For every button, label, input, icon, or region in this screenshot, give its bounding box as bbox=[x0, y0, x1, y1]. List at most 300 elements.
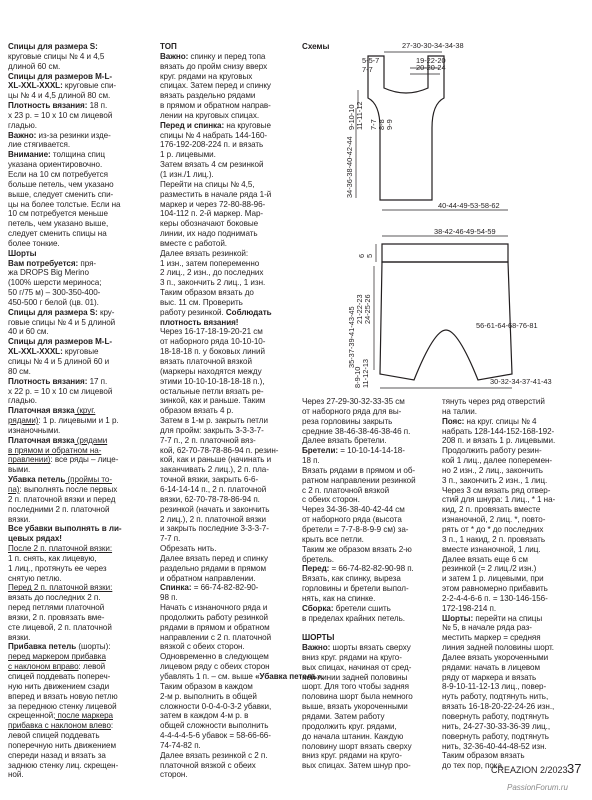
text-run: рять от * до * до последних bbox=[442, 524, 544, 534]
text-run: и затем 1 р. лицевыми, при bbox=[442, 574, 544, 584]
text-line bbox=[160, 662, 324, 672]
text-run: Через 3 см вязать ряд отвер- bbox=[442, 485, 551, 495]
text-run: (1 изн./1 лиц.). bbox=[160, 169, 214, 179]
text-run: вых спицах, начиная от сред- bbox=[302, 662, 412, 672]
text-line bbox=[302, 436, 416, 446]
text-run-tail: = 10-10-14-14-18- bbox=[338, 446, 405, 456]
text-run: 1 р. лицевыми. bbox=[160, 150, 216, 160]
text-line bbox=[8, 515, 122, 525]
text-line bbox=[8, 101, 122, 111]
text-line bbox=[8, 662, 122, 672]
text-line bbox=[442, 663, 555, 673]
text-run: ную нить движением сзади bbox=[8, 681, 110, 691]
text-run: остальные петли вязать ре- bbox=[160, 386, 264, 396]
text-run: па) bbox=[8, 484, 20, 494]
text-line bbox=[160, 672, 324, 682]
text-run: 18 п. bbox=[302, 456, 320, 466]
rise-a: 35-37-39-41-43-45 bbox=[347, 306, 356, 368]
text-line bbox=[8, 52, 122, 62]
text-line bbox=[160, 229, 324, 239]
strap-b: 7-7 bbox=[362, 65, 373, 74]
text-run: 80 см. bbox=[8, 366, 31, 376]
text-line bbox=[8, 259, 122, 269]
text-run: кой 1 лиц., далее поперемен- bbox=[442, 456, 553, 466]
text-run: длиной 60 см. bbox=[8, 61, 61, 71]
text-line bbox=[160, 446, 324, 456]
text-run: Важно: bbox=[8, 130, 37, 140]
text-run-tail: круговые bbox=[62, 347, 99, 357]
text-run: Перейти на спицы № 4,5, bbox=[160, 179, 255, 189]
text-line bbox=[8, 475, 122, 485]
text-run: этими 10-10-10-18-18-18 п.), bbox=[160, 376, 265, 386]
page-number: 37 bbox=[567, 761, 582, 776]
text-line bbox=[8, 593, 122, 603]
text-run: круг. рядами на круговых bbox=[160, 71, 253, 81]
text-run: половину шорт вязать сверху bbox=[302, 741, 412, 751]
text-run: больше петель, чем указано bbox=[8, 179, 114, 189]
text-line bbox=[8, 357, 122, 367]
text-run: но 2 изн., 2 лиц., закончить bbox=[442, 465, 543, 475]
text-line bbox=[302, 407, 416, 417]
text-run: Сборка: bbox=[302, 603, 334, 613]
text-line bbox=[160, 396, 324, 406]
text-run-tail: на круг. спицы № 4 bbox=[464, 416, 537, 426]
text-line bbox=[160, 623, 324, 633]
text-line bbox=[160, 682, 324, 692]
text-run: круговые спицы № 4 и 4,5 bbox=[8, 51, 105, 61]
text-run: цы № 4 и 4,5 длиной 80 см. bbox=[8, 91, 111, 101]
text-line bbox=[160, 190, 324, 200]
text-run: Далее вязать резинкой с 2 п. bbox=[160, 750, 268, 760]
text-line bbox=[8, 42, 122, 52]
text-run: вязать раздельно рядами bbox=[160, 91, 256, 101]
text-run: 1 изн., затем попеременно bbox=[160, 258, 260, 268]
text-run: вязать платочной вязкой bbox=[160, 357, 252, 366]
text-run: лие стягивается. bbox=[8, 140, 71, 150]
text-run: 40 и 60 см. bbox=[8, 327, 49, 337]
text-line bbox=[160, 81, 324, 91]
text-line bbox=[442, 495, 555, 505]
text-line bbox=[160, 150, 324, 160]
text-run: Продолжить работу резин- bbox=[442, 446, 542, 456]
text-run: сложности 0-0-4-0-3-2 убавки, bbox=[160, 701, 272, 711]
text-run: вязки. bbox=[8, 632, 31, 642]
text-run: Спицы для размеров M-L- bbox=[8, 71, 112, 81]
text-line bbox=[8, 268, 122, 278]
text-line bbox=[8, 278, 122, 288]
text-run: общей сложности выполнить bbox=[160, 721, 269, 731]
text-run: Шорты: bbox=[442, 613, 474, 623]
text-line bbox=[8, 180, 122, 190]
text-run: резинкой (начать и закончить bbox=[160, 504, 270, 514]
text-line bbox=[8, 692, 122, 702]
text-run: 18-18-18 п. у боковых линий bbox=[160, 347, 265, 357]
text-run-tail: кру- bbox=[97, 307, 115, 317]
text-run: вых спицах. Затем шнур про- bbox=[302, 761, 411, 771]
text-run: для пройм: закрыть 3-3-3-7- bbox=[160, 425, 264, 435]
text-run: нять, как на спинке. bbox=[302, 593, 376, 603]
watermark: PassionForum.ru bbox=[507, 783, 568, 792]
text-line bbox=[302, 584, 416, 594]
shorts-schematic bbox=[380, 244, 512, 380]
text-line bbox=[442, 574, 555, 584]
text-run: местить маркер = средняя bbox=[442, 633, 541, 643]
text-run: снятую петлю. bbox=[8, 573, 62, 583]
text-run: скрещенной; bbox=[8, 711, 56, 721]
text-line bbox=[160, 583, 324, 593]
text-line bbox=[302, 633, 416, 643]
text-line bbox=[302, 604, 416, 614]
text-line bbox=[302, 712, 416, 722]
side-c: 7-7 bbox=[369, 119, 378, 130]
text-run: Таким образом в каждом bbox=[160, 681, 253, 691]
text-line bbox=[442, 397, 555, 407]
text-line bbox=[160, 751, 324, 761]
text-run: этом равномерно прибавить bbox=[442, 584, 548, 594]
text-run-tail: перейти на спицы bbox=[473, 613, 543, 623]
text-line bbox=[160, 633, 324, 643]
text-line bbox=[8, 347, 122, 357]
text-line bbox=[160, 52, 324, 62]
text-run: изнаночными. bbox=[8, 425, 61, 435]
text-run-tail: (шорты): bbox=[76, 642, 111, 652]
text-line bbox=[160, 544, 324, 554]
text-line bbox=[8, 229, 122, 239]
text-line bbox=[160, 485, 324, 495]
text-run: ШОРТЫ bbox=[302, 633, 335, 643]
text-run: Затем в 1-м р. закрыть петли bbox=[160, 416, 268, 426]
text-run: указана ориентировочно. bbox=[8, 160, 103, 170]
text-line bbox=[442, 446, 555, 456]
text-line bbox=[8, 140, 122, 150]
text-run: рядами: начать в лицевом bbox=[442, 662, 541, 672]
text-run: спицы № 4 набрать 144-160- bbox=[160, 130, 268, 140]
text-line bbox=[442, 623, 555, 633]
text-run-tail: на круговые bbox=[224, 120, 271, 130]
text-run: 8-9-10-11-12-13 лиц., повер- bbox=[442, 682, 547, 692]
text-line bbox=[160, 268, 324, 278]
inseam-b: 11-12-13 bbox=[361, 358, 370, 388]
text-run: 2 п. платочной вязки и перед bbox=[8, 494, 116, 504]
text-run: нуть работу, подтянуть нить, bbox=[442, 692, 549, 702]
text-line bbox=[160, 209, 324, 219]
text-line bbox=[160, 131, 324, 141]
text-run: спереди назад и вязать за bbox=[8, 750, 106, 760]
text-run: более тонкие. bbox=[8, 238, 60, 248]
text-run: маркер и через 72-80-88-96- bbox=[160, 199, 266, 209]
text-run: бретель. bbox=[302, 554, 335, 564]
text-run: х 23 р. = 10 х 10 см лицевой bbox=[8, 110, 113, 120]
text-run: Вам потребуется: bbox=[8, 258, 79, 268]
text-run-tail: из-за резинки изде- bbox=[36, 130, 111, 140]
text-run: гладью. bbox=[8, 120, 37, 130]
text-run: в прямом и обратном направ- bbox=[160, 101, 271, 111]
text-line bbox=[160, 534, 324, 544]
text-line bbox=[302, 594, 416, 604]
text-line bbox=[160, 613, 324, 623]
text-line bbox=[8, 751, 122, 761]
text-run: с наклоном вправо bbox=[8, 662, 79, 672]
text-run: 7-7 п., 2 п. платочной вяз- bbox=[160, 435, 256, 445]
text-line bbox=[160, 62, 324, 72]
text-line bbox=[8, 337, 122, 347]
text-run: 74-74-82 п. bbox=[160, 740, 201, 750]
text-line bbox=[442, 535, 555, 545]
text-run: за переднюю стенку лицевой bbox=[8, 701, 117, 711]
text-run: лении на круговых спицах. bbox=[160, 110, 260, 120]
text-run-tail: толщина спиц bbox=[50, 150, 105, 160]
schemes-diagram bbox=[300, 38, 590, 394]
text-run: 104-112 п. 2-й маркер. Мар- bbox=[160, 209, 264, 219]
text-line bbox=[442, 515, 555, 525]
text-run: XL-XXL-XXXL: bbox=[8, 347, 63, 357]
text-line bbox=[160, 406, 324, 416]
text-line bbox=[8, 160, 122, 170]
text-run: спицей поддевать попереч- bbox=[8, 672, 111, 681]
text-line bbox=[302, 702, 416, 712]
text-run: продолжить круг. рядами, bbox=[302, 721, 397, 731]
issue-label: CREAZION 2/2023 bbox=[491, 765, 568, 775]
text-run: вязать до последних 2 п. bbox=[8, 593, 101, 603]
text-line bbox=[8, 81, 122, 91]
text-line bbox=[160, 426, 324, 436]
text-run: Одновременно в следующем bbox=[160, 652, 269, 662]
text-line bbox=[442, 407, 555, 417]
text-run-tail: : 1 р. лицевыми и 1 р. bbox=[38, 416, 119, 426]
side-d: 8-8 bbox=[377, 119, 386, 130]
text-line bbox=[8, 583, 122, 593]
text-run-tail: : выполнять после первых bbox=[19, 484, 118, 494]
shorts-dimension-lines bbox=[374, 236, 512, 388]
waistband-height-b: 5 bbox=[365, 253, 374, 258]
text-line bbox=[442, 427, 555, 437]
text-run: выми. bbox=[8, 465, 31, 475]
text-line bbox=[442, 505, 555, 515]
text-run: 1 лиц., протянуть ее через bbox=[8, 563, 107, 573]
text-line bbox=[160, 298, 324, 308]
text-run: от наборного ряда (высота bbox=[302, 515, 402, 525]
text-run: петель, чем указано выше, bbox=[8, 219, 109, 229]
text-line bbox=[442, 545, 555, 555]
text-line bbox=[302, 564, 416, 574]
text-line bbox=[160, 387, 324, 397]
text-run-tail: «Убавка петель». bbox=[252, 672, 324, 681]
text-line bbox=[160, 554, 324, 564]
text-line bbox=[302, 673, 416, 683]
shorts-waistband bbox=[382, 244, 508, 262]
text-line bbox=[160, 731, 324, 741]
text-line bbox=[302, 446, 416, 456]
text-line bbox=[8, 652, 122, 662]
text-line bbox=[442, 555, 555, 565]
schemes-title: Схемы bbox=[302, 42, 330, 51]
text-line bbox=[160, 180, 324, 190]
text-run-tail: круговые спи- bbox=[62, 81, 117, 91]
text-run: образом вязать 4 р. bbox=[160, 406, 234, 416]
text-line bbox=[160, 101, 324, 111]
text-run: Через 34-36-38-40-42-44 см bbox=[302, 505, 405, 515]
text-run: кой, как и раньше (начинать и bbox=[160, 455, 272, 465]
text-run: керы обозначают боковые bbox=[160, 219, 259, 229]
hem-width: 30-32-34-37-41-43 bbox=[490, 377, 552, 386]
text-line bbox=[302, 682, 416, 692]
text-line bbox=[160, 239, 324, 249]
text-line bbox=[8, 770, 122, 780]
text-run: 4-4-4-4-5-6 убавок = 58-66-66- bbox=[160, 731, 271, 741]
text-line bbox=[160, 111, 324, 121]
text-line bbox=[8, 111, 122, 121]
text-line bbox=[302, 397, 416, 407]
text-run-tail: = 66-74-82-82-90-98 п. bbox=[329, 564, 414, 574]
text-line bbox=[8, 318, 122, 328]
text-line bbox=[302, 495, 416, 505]
text-line bbox=[160, 741, 324, 751]
text-line bbox=[8, 485, 122, 495]
text-line bbox=[160, 652, 324, 662]
text-run: выше, следует сменить спи- bbox=[8, 189, 114, 199]
text-run: платочной вязкой с обеих bbox=[160, 760, 256, 770]
text-line bbox=[442, 653, 555, 663]
text-run: повернуть работу, подтянуть bbox=[442, 731, 549, 741]
text-run-tail: после маркера bbox=[55, 711, 113, 721]
text-line bbox=[302, 515, 416, 525]
text-run: сторон. bbox=[160, 770, 188, 780]
text-line bbox=[302, 643, 416, 653]
text-line bbox=[8, 505, 122, 515]
text-run: Перед 2 п. платочной вязки: bbox=[8, 583, 113, 593]
text-run: вниз круг. рядами на круго- bbox=[302, 751, 402, 761]
text-line bbox=[160, 72, 324, 82]
text-run: Перед и спинка: bbox=[160, 120, 225, 130]
text-run: заканчивать 2 лиц.), 2 п. пла- bbox=[160, 465, 269, 475]
text-run: рядами. Затем работу bbox=[302, 712, 385, 721]
text-line bbox=[160, 465, 324, 475]
leg-width: 56-61-64-68-76-81 bbox=[476, 321, 538, 330]
text-run: Спицы для размера S: bbox=[8, 307, 98, 317]
text-run: Вязать, как спинку, выреза bbox=[302, 574, 401, 584]
text-line bbox=[160, 761, 324, 771]
text-line bbox=[442, 633, 555, 643]
top-height: 34-36-38-40-42-44 bbox=[345, 136, 354, 198]
text-line bbox=[302, 761, 416, 771]
text-run: ТОП bbox=[160, 42, 177, 51]
top-width-c: 20-20-24 bbox=[416, 63, 446, 72]
text-line bbox=[302, 692, 416, 702]
text-line bbox=[160, 170, 324, 180]
text-line bbox=[160, 318, 324, 328]
text-run: повернуть работу, подтянуть bbox=[442, 712, 549, 721]
text-line bbox=[160, 219, 324, 229]
text-line bbox=[8, 613, 122, 623]
text-run-tail: спинку и перед топа bbox=[188, 51, 266, 61]
text-run: Через 16-17-18-19-20-21 см bbox=[160, 327, 263, 337]
text-line bbox=[8, 731, 122, 741]
text-line bbox=[442, 584, 555, 594]
text-line bbox=[442, 436, 555, 446]
text-run: убавлять 1 п. – см. выше bbox=[160, 672, 253, 681]
rise-c: 24-25-26 bbox=[363, 294, 372, 324]
text-run-tail: : все ряды – лице- bbox=[50, 455, 119, 465]
text-run: средние 38-46-38-46-38-46 п. bbox=[302, 426, 411, 436]
text-run-tail: шорты вязать сверху bbox=[330, 643, 411, 653]
rise-b: 21-22-23 bbox=[355, 294, 364, 324]
text-line bbox=[442, 486, 555, 496]
text-line bbox=[160, 642, 324, 652]
text-run-tail: (круг. bbox=[74, 406, 96, 416]
text-run-tail: (проймы то- bbox=[65, 475, 113, 485]
text-line bbox=[160, 702, 324, 712]
text-run: до тех пор, пока bbox=[442, 761, 502, 771]
text-run: ной. bbox=[8, 770, 24, 780]
text-column-4 bbox=[442, 397, 555, 771]
text-line bbox=[442, 456, 555, 466]
text-line bbox=[302, 663, 416, 673]
text-line bbox=[8, 544, 122, 554]
text-run: рядами в прямом и обратном bbox=[160, 622, 270, 632]
text-run: Далее вязать укороченными bbox=[442, 652, 549, 662]
text-run: 6-14-14-14 п., 2 п. платочной bbox=[160, 484, 267, 494]
text-line bbox=[160, 357, 324, 367]
text-run: После 2 п. платочной вязки: bbox=[8, 544, 113, 554]
text-line bbox=[442, 692, 555, 702]
text-line bbox=[160, 200, 324, 210]
text-line bbox=[160, 140, 324, 150]
text-line bbox=[160, 278, 324, 288]
text-line bbox=[160, 327, 324, 337]
text-line bbox=[160, 505, 324, 515]
text-run: № 5, в начале ряда раз- bbox=[442, 623, 532, 633]
text-line bbox=[8, 200, 122, 210]
text-run: 7-7 п. bbox=[160, 534, 181, 544]
text-line bbox=[160, 721, 324, 731]
text-run: цевых рядах! bbox=[8, 534, 62, 544]
text-column-3 bbox=[302, 397, 416, 771]
text-run-tail: пря- bbox=[78, 258, 97, 268]
text-run: стий для шнура: 1 лиц., * 1 на- bbox=[442, 495, 556, 505]
text-run: 2 лиц., 2 изн., до последних bbox=[160, 268, 264, 278]
top-width-a: 27-30-30-34-34-38 bbox=[402, 41, 464, 50]
text-line bbox=[160, 377, 324, 387]
side-a: 9-10-10 bbox=[347, 104, 356, 130]
text-run: 2 лиц.), 2 п. платочной вязки bbox=[160, 514, 266, 524]
text-run: поперечную нить движением bbox=[8, 740, 116, 750]
text-run: раздельно рядами в прямом bbox=[160, 563, 267, 573]
text-line bbox=[160, 574, 324, 584]
text-run: прибавка с наклоном влево bbox=[8, 721, 111, 731]
text-run: 2-2-4-4-6-6 п. = 130-146-156- bbox=[442, 593, 548, 603]
text-run: бретели = 7-7-8-8-9-9 см) за- bbox=[302, 524, 409, 534]
text-line bbox=[8, 219, 122, 229]
text-line bbox=[442, 604, 555, 614]
text-line bbox=[160, 593, 324, 603]
text-run: линия задней половины шорт. bbox=[442, 643, 554, 653]
text-run: правлении) bbox=[8, 455, 51, 465]
text-line bbox=[8, 416, 122, 426]
text-run: 3 п., закончить 2 лиц., 1 изн. bbox=[160, 278, 266, 288]
text-run: вместе изнаночной, 1 лиц. bbox=[442, 544, 541, 554]
text-run: линии, их надо поднимать bbox=[160, 229, 258, 239]
text-run: заднюю стенку лиц. скрещен- bbox=[8, 760, 119, 770]
text-run: Важно: bbox=[160, 51, 189, 61]
text-line bbox=[442, 614, 555, 624]
text-run-tail: (рядами bbox=[74, 435, 108, 445]
text-line bbox=[160, 42, 324, 52]
text-line bbox=[442, 564, 555, 574]
text-run: в прямом и обратном на- bbox=[8, 445, 102, 455]
waistband-height: 6 bbox=[357, 253, 366, 258]
text-line bbox=[442, 732, 555, 742]
text-line bbox=[8, 150, 122, 160]
